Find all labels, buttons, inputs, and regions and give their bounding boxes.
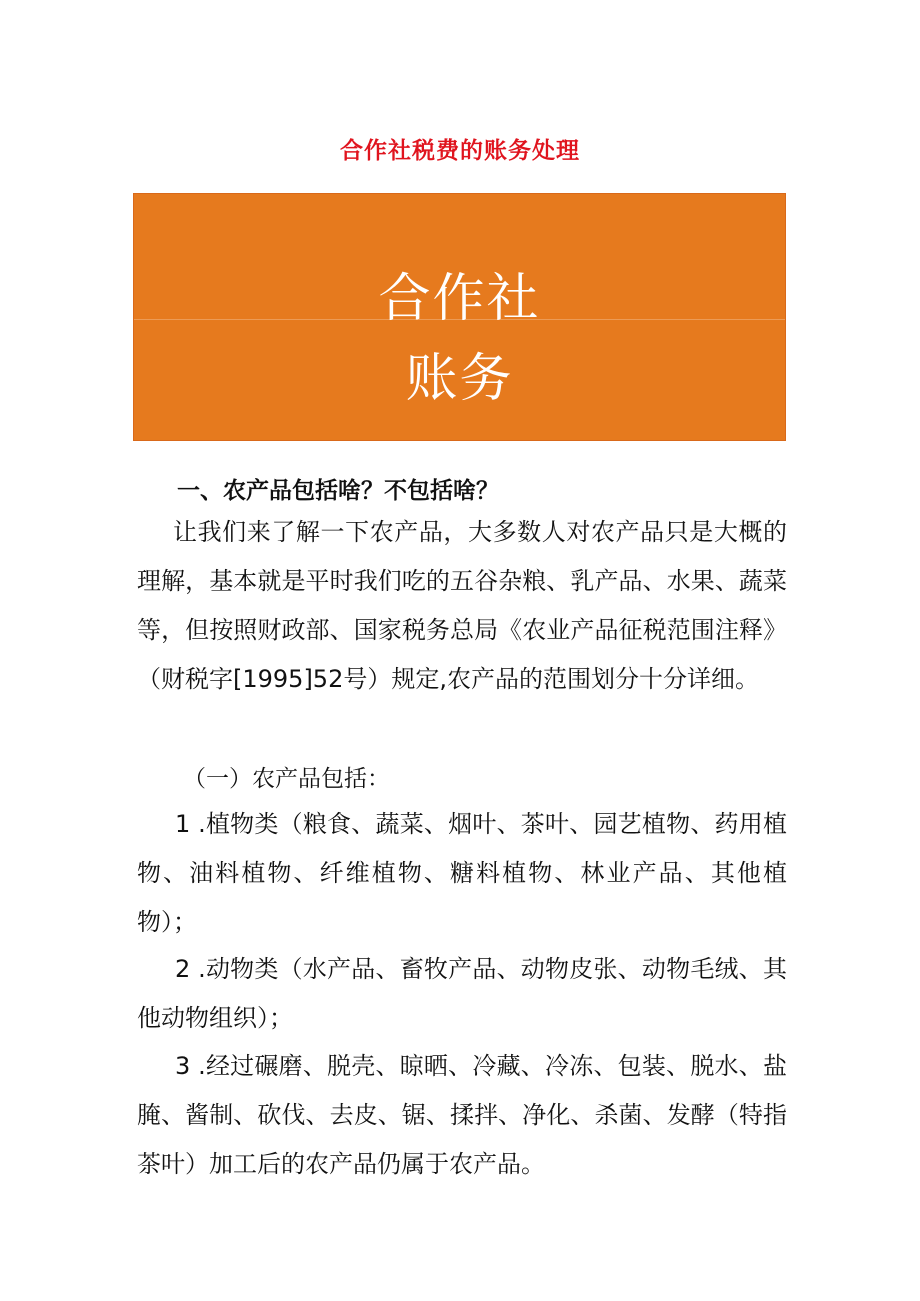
list-item-animals: 2 .动物类（水产品、畜牧产品、动物皮张、动物毛绒、其他动物组织）； bbox=[137, 955, 787, 1032]
list-item-plants: 1 .植物类（粮食、蔬菜、烟叶、茶叶、园艺植物、药用植物、油料植物、纤维植物、糖料植物、林业产品、其他植物）； bbox=[137, 810, 787, 936]
cover-banner bbox=[133, 193, 786, 441]
banner-divider bbox=[134, 319, 785, 320]
intro-paragraph: 让我们来了解一下农产品，大多数人对农产品只是大概的理解，基本就是平时我们吃的五谷杂粮、乳产品、水果、蔬菜等，但按照财政部、国家税务总局《农业产品征税范围注释》（财税字[1995]52号）规定,农产品的范围划分十分详细。 bbox=[137, 518, 787, 693]
section-heading: 一、农产品包括啥？不包括啥？ bbox=[177, 478, 499, 504]
banner-line-1: 合作社 bbox=[378, 269, 541, 329]
list-item-processing: 3 .经过碾磨、脱壳、晾晒、冷藏、冷冻、包装、脱水、盐腌、酱制、砍伐、去皮、锯、揉拌、净化、杀菌、发酵（特指茶叶）加工后的农产品仍属于农产品。 bbox=[137, 1052, 787, 1178]
document-title: 合作社税费的账务处理 bbox=[340, 138, 580, 164]
subsection-heading: （一）农产品包括： bbox=[183, 766, 390, 792]
banner-line-2: 账务 bbox=[405, 349, 514, 409]
